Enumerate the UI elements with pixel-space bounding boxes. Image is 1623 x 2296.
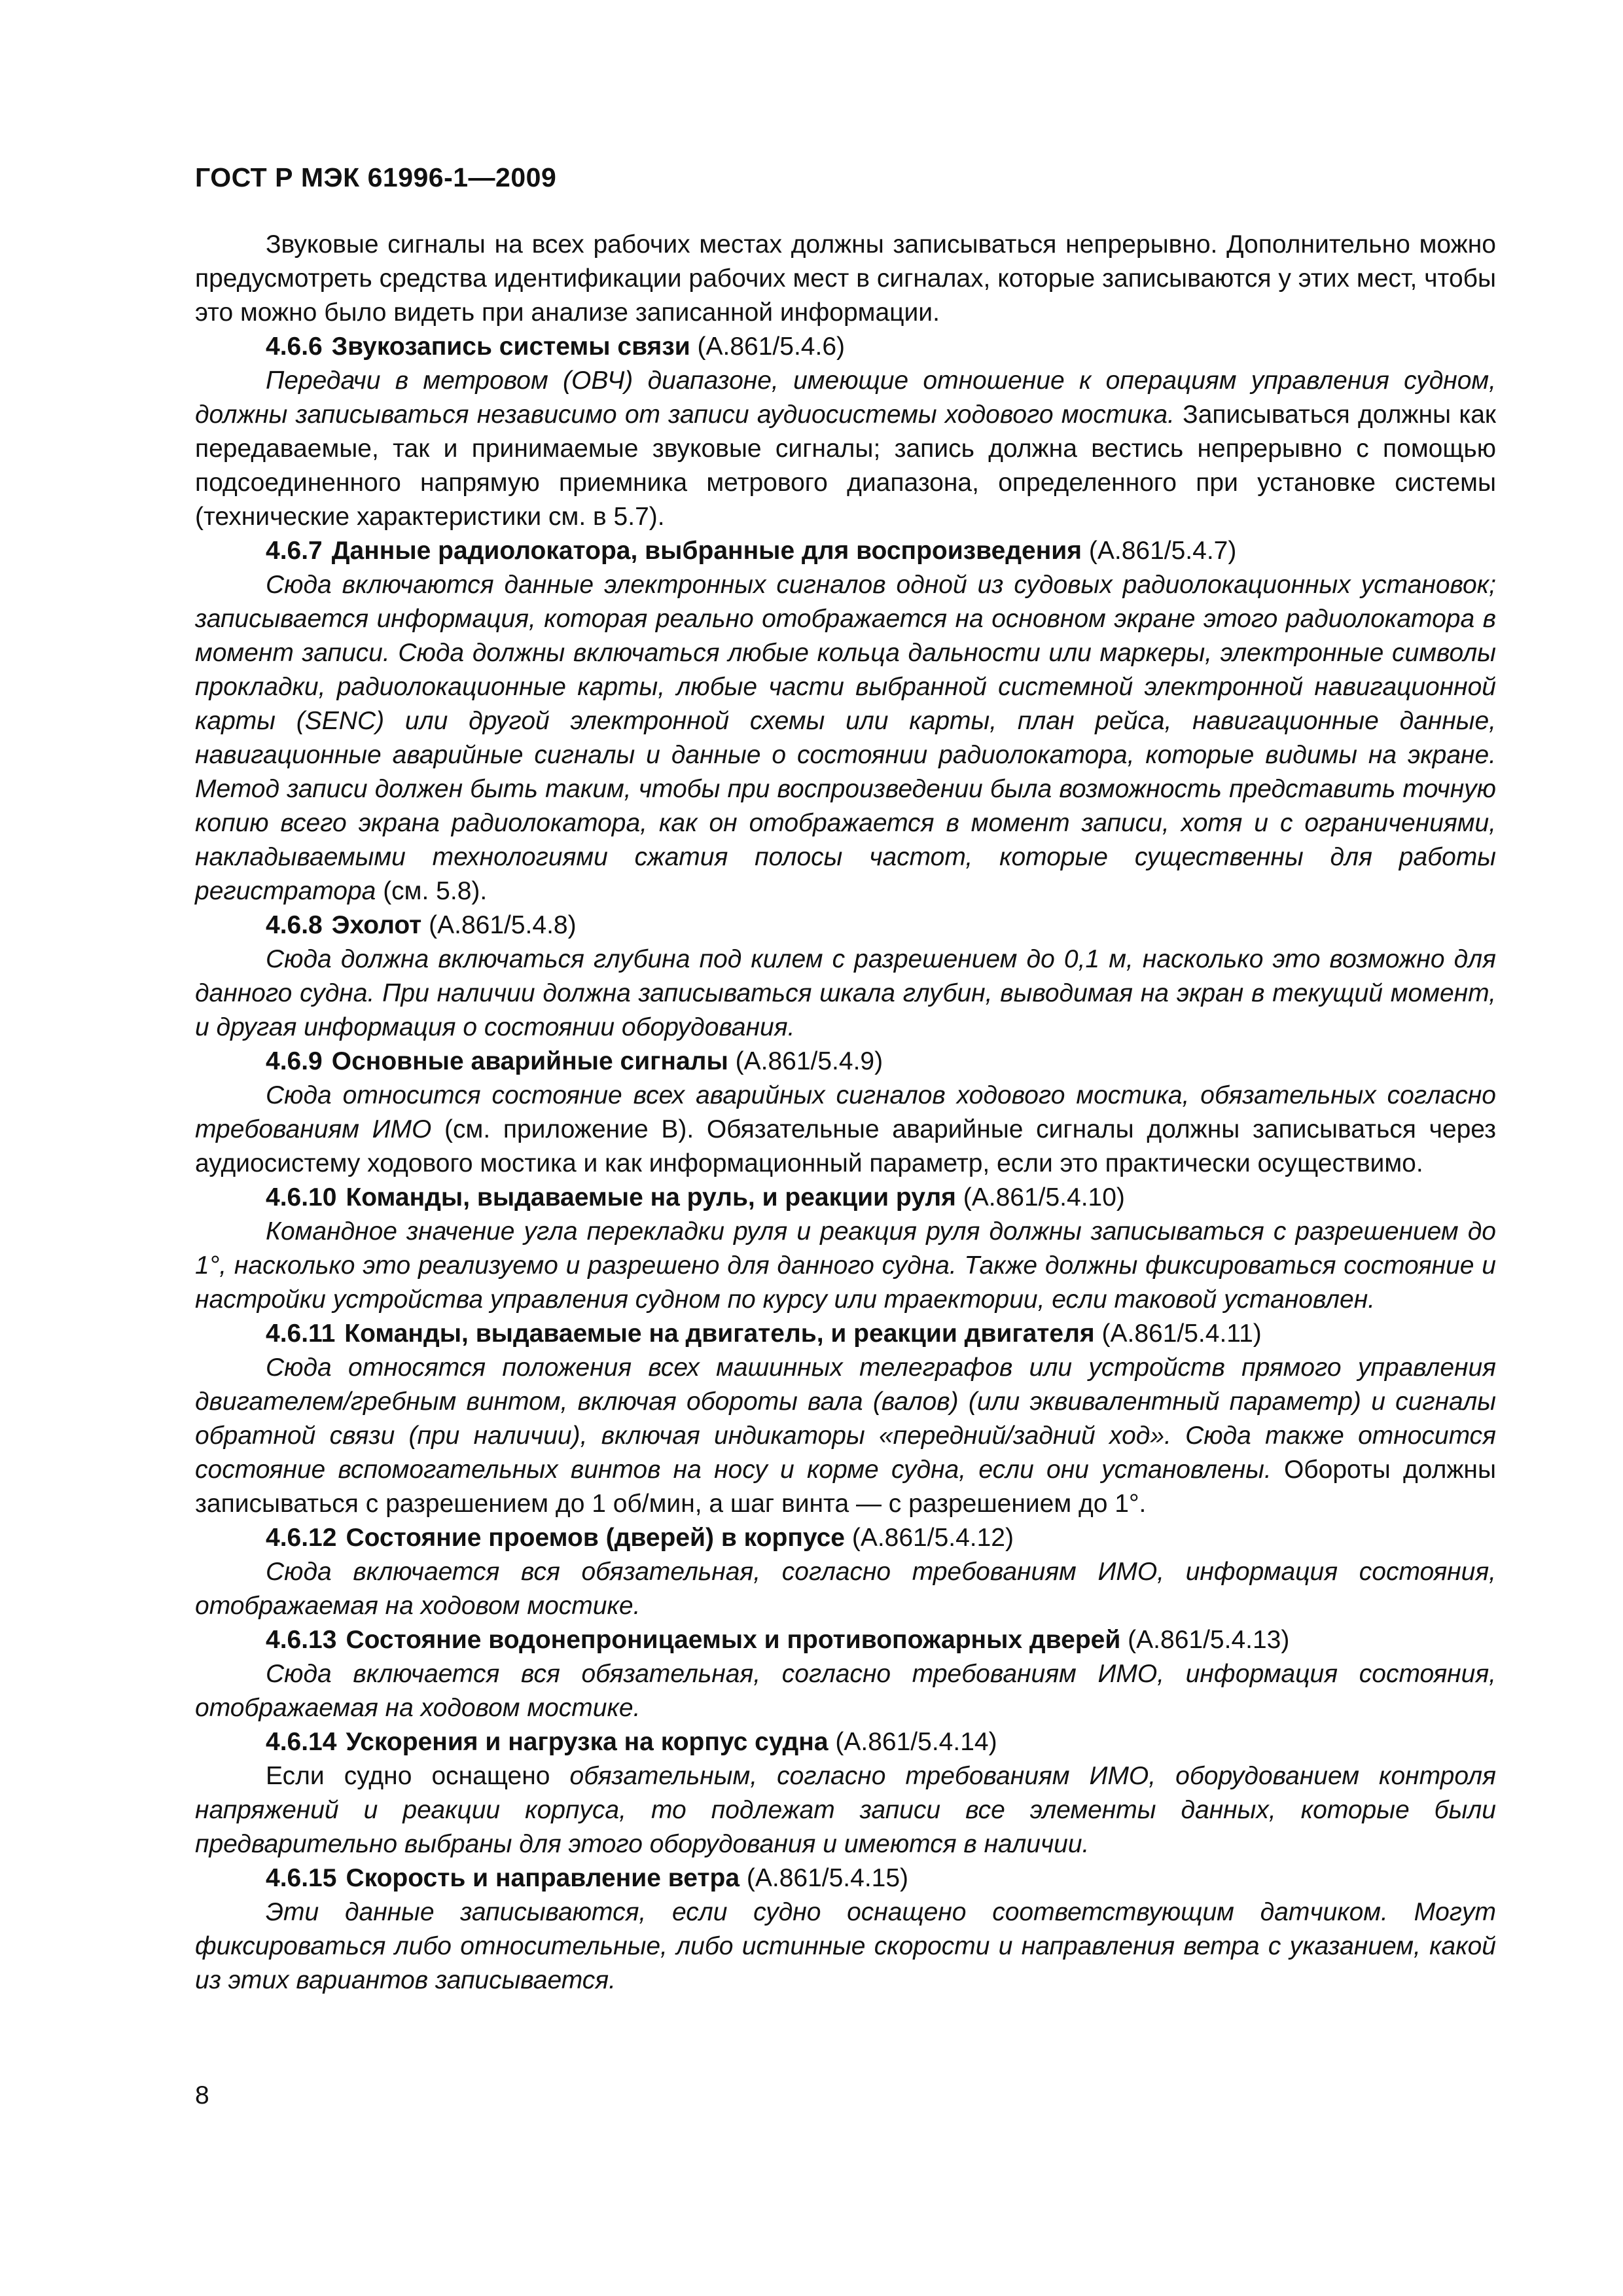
section-italic-text: Сюда относится состояние всех аварийных сигналов ходового мостика, обязательных согласно требованиям ИМО [195, 1081, 1496, 1143]
section-heading [195, 908, 1496, 942]
section-number: 4.6.14 [266, 1728, 337, 1756]
section-italic-text: Сюда относятся положения всех машинных телеграфов или устройств прямого управления двигателем/гребным винтом, включая обороты вала (валов) (или эквивалентный параметр) и сигналы обратной связи (при наличии), включая индикаторы «передний/задний ход». Сюда также относится состояние вспомогательных винтов на носу и корме судна, если они установлены. [195, 1354, 1496, 1484]
section-ref: (A.861/5.4.9) [735, 1047, 883, 1075]
section-ref: (A.861/5.4.6) [697, 332, 845, 361]
section-body [195, 1895, 1496, 1998]
section-lead-text: Если судно оснащено [266, 1762, 570, 1790]
intro-paragraph: Звуковые сигналы на всех рабочих местах должны записываться непрерывно. Дополнительно можно предусмотреть средства идентификации рабочих мест в сигналах, которые записываются у этих мест, чтобы это можно было видеть при анализе записанной информации. [195, 230, 1496, 327]
page-number: 8 [195, 2081, 209, 2109]
section-italic-text: Сюда включается вся обязательная, согласно требованиям ИМО, информация состояния, отображаемая на ходовом мостике. [195, 1558, 1496, 1620]
section-body [195, 1079, 1496, 1181]
section-ref: (A.861/5.4.12) [851, 1524, 1014, 1552]
section-number: 4.6.7 [266, 537, 323, 565]
section-ref: (A.861/5.4.13) [1128, 1626, 1290, 1654]
section-number: 4.6.11 [266, 1319, 336, 1348]
document-body [195, 228, 1496, 1998]
section-italic-text: обязательным, согласно требованиям ИМО, оборудованием контроля напряжений и реакции корпуса, то подлежат записи все элементы данных, которые были предварительно выбраны для этого оборудования и имеются в наличии. [195, 1762, 1497, 1858]
section-italic-text: Сюда должна включаться глубина под килем с разрешением до 0,1 м, насколько это возможно для данного судна. При наличии должна записываться шкала глубин, выводимая на экран в текущий момент, и другая информация о состоянии оборудования. [195, 945, 1496, 1041]
section-number: 4.6.13 [266, 1626, 337, 1654]
section-ref: (A.861/5.4.15) [746, 1864, 909, 1892]
section-title: Команды, выдаваемые на руль, и реакции руля [346, 1183, 956, 1211]
section-number: 4.6.12 [266, 1524, 337, 1552]
section-body [195, 568, 1496, 908]
section-title: Состояние водонепроницаемых и противопожарных дверей [346, 1626, 1121, 1654]
section-italic-text: Эти данные записываются, если судно оснащено соответствующим датчиком. Могут фиксироваться либо относительные, либо истинные скорости и направления ветра с указанием, какой из этих вариантов записывается. [195, 1898, 1496, 1994]
section-title: Состояние проемов (дверей) в корпусе [346, 1524, 845, 1552]
section-italic-text: Командное значение угла перекладки руля и реакция руля должны записываться с разрешением до 1°, насколько это реализуемо и разрешено для данного судна. Также должны фиксироваться состояние и настройки устройства управления судном по курсу или траектории, если таковой установлен. [195, 1217, 1496, 1314]
section-number: 4.6.8 [266, 911, 323, 939]
section-title: Основные аварийные сигналы [331, 1047, 728, 1075]
section-number: 4.6.15 [266, 1864, 337, 1892]
section-body [195, 1215, 1496, 1317]
section-italic-text: Передачи в метровом (ОВЧ) диапазоне, имеющие отношение к операциям управления судном, должны записываться независимо от записи аудиосистемы ходового мостика. [195, 367, 1496, 429]
section-heading [195, 1181, 1496, 1215]
section-number: 4.6.9 [266, 1047, 323, 1075]
section-title: Команды, выдаваемые на двигатель, и реакции двигателя [344, 1319, 1095, 1348]
section-body [195, 1759, 1496, 1861]
section-ref: (A.861/5.4.14) [835, 1728, 997, 1756]
section-heading [195, 534, 1496, 568]
section-plain-text: Записываться должны как передаваемые, так и принимаемые звуковые сигналы; запись должна вестись непрерывно с помощью подсоединенного напрямую приемника метрового диапазона, определенного при установке системы (технические характеристики см. в 5.7). [195, 401, 1496, 531]
document-header: ГОСТ Р МЭК 61996-1—2009 [195, 162, 557, 192]
section-title: Звукозапись системы связи [331, 332, 690, 361]
section-heading [195, 330, 1496, 364]
section-italic-text: Сюда включаются данные электронных сигналов одной из судовых радиолокационных установок; записывается информация, которая реально отображается на основном экране этого радиолокатора в момент записи. Сюда должны включаться любые кольца дальности или маркеры, электронные символы прокладки, радиолокационные карты, любые части выбранной системной электронной навигационной карты (SENC) или другой электронной схемы или карты, план рейса, навигационные данные, навигационные аварийные сигналы и данные о состоянии радиолокатора, которые видимы на экране. Метод записи должен быть таким, чтобы при воспроизведении была возможность представить точную копию всего экрана радиолокатора, как он отображается в момент записи, хотя и с ограничениями, накладываемыми технологиями сжатия полосы частот, которые существенны для работы регистратора [195, 571, 1496, 905]
section-title: Ускорения и нагрузка на корпус судна [346, 1728, 829, 1756]
section-plain-text: (см. 5.8). [376, 877, 488, 905]
section-title: Данные радиолокатора, выбранные для воспроизведения [331, 537, 1082, 565]
section-heading [195, 1725, 1496, 1759]
section-number: 4.6.10 [266, 1183, 337, 1211]
section-body [195, 1657, 1496, 1725]
section-body [195, 1351, 1496, 1521]
section-heading [195, 1045, 1496, 1079]
section-title: Эхолот [331, 911, 422, 939]
section-number: 4.6.6 [266, 332, 323, 361]
section-italic-text: Сюда включается вся обязательная, согласно требованиям ИМО, информация состояния, отображаемая на ходовом мостике. [195, 1660, 1496, 1722]
section-ref: (A.861/5.4.11) [1101, 1319, 1262, 1348]
section-heading [195, 1623, 1496, 1657]
section-body [195, 942, 1496, 1045]
section-ref: (A.861/5.4.7) [1088, 537, 1237, 565]
section-title: Скорость и направление ветра [346, 1864, 740, 1892]
section-heading [195, 1521, 1496, 1555]
section-ref: (A.861/5.4.8) [429, 911, 577, 939]
section-heading [195, 1861, 1496, 1895]
section-ref: (A.861/5.4.10) [963, 1183, 1125, 1211]
section-heading [195, 1317, 1496, 1351]
section-plain-text: (см. приложение B). Обязательные аварийные сигналы должны записываться через аудиосистему ходового мостика и как информационный параметр, если это практически осуществимо. [195, 1115, 1496, 1177]
section-body [195, 364, 1496, 534]
section-plain-text: Обороты должны записываться с разрешением до 1 об/мин, а шаг винта — с разрешением до 1°. [195, 1456, 1496, 1518]
section-body [195, 1555, 1496, 1623]
